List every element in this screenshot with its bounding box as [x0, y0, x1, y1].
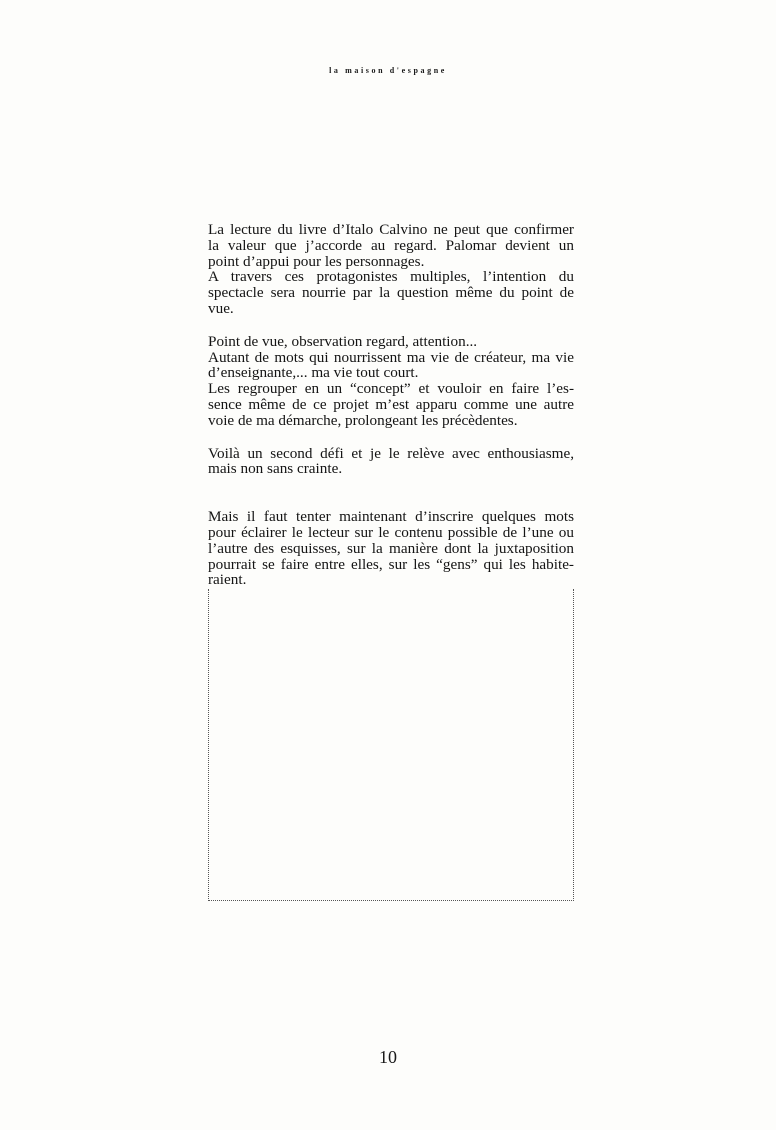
text-line: La lecture du livre d’Italo Calvino ne peut que confirmer: [208, 221, 574, 238]
running-header: la maison d'espagne: [329, 66, 447, 75]
text-line: la valeur que j’accorde au regard. Palomar devient un: [208, 236, 574, 254]
text-line: Point de vue, observation regard, attention...: [208, 332, 478, 350]
text-line: mais non sans crainte.: [208, 460, 343, 478]
dotted-image-frame: [208, 589, 574, 901]
text-line: Mais il faut tenter maintenant d’inscrire quelques mots: [208, 508, 574, 526]
text-line: Autant de mots qui nourrissent ma vie de créateur, ma vie: [208, 348, 574, 366]
text-line: d’enseignante,... ma vie tout court.: [208, 364, 419, 382]
text-line: vue.: [208, 299, 234, 317]
paragraph-1: [208, 222, 574, 317]
text-line: Les regrouper en un “concept” et vouloir en faire l’es-: [208, 380, 574, 398]
paragraph-2: [208, 334, 574, 429]
text-line: Voilà un second défi et je le relève avec enthousiasme,: [208, 444, 574, 462]
page-number: 10: [379, 1047, 397, 1067]
paragraph-3: [208, 446, 574, 478]
text-line: voie de ma démarche, prolongeant les précèdentes.: [208, 411, 518, 429]
text-line: spectacle sera nourrie par la question même du point de: [208, 284, 574, 302]
text-line: raient.: [208, 571, 247, 589]
text-line: sence même de ce projet m’est apparu comme une autre: [208, 395, 574, 413]
text-line: A travers ces protagonistes multiples, l’intention du: [208, 268, 574, 286]
paragraph-4: [208, 509, 574, 588]
text-line: l’autre des esquisses, sur la manière dont la juxtaposition: [208, 539, 574, 557]
text-line: point d’appui pour les personnages.: [208, 252, 425, 270]
text-line: pourrait se faire entre elles, sur les “gens” qui les habite-: [208, 555, 574, 573]
text-line: pour éclairer le lecteur sur le contenu possible de l’une ou: [208, 523, 574, 541]
body-text: [208, 222, 574, 588]
